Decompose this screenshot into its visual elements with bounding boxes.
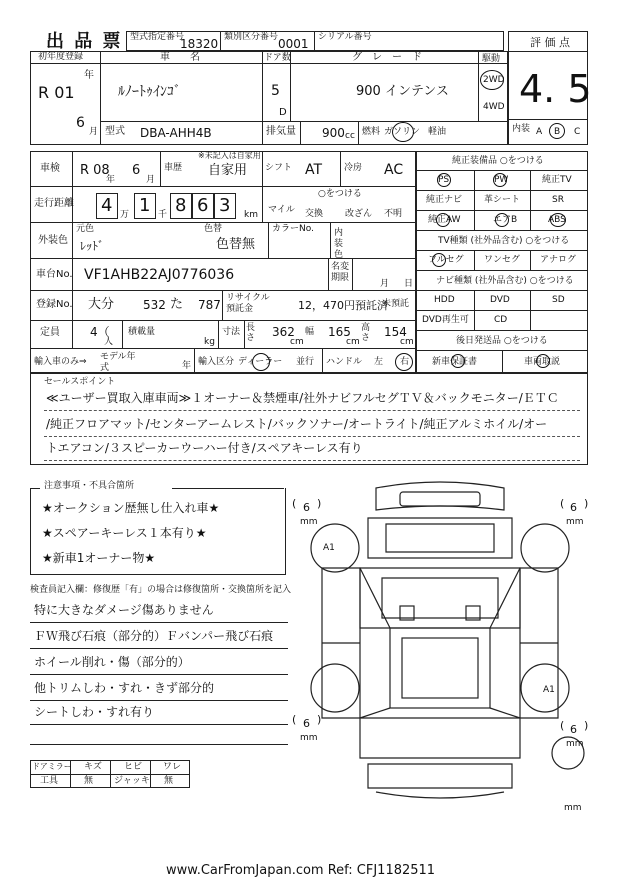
navi-title: ナビ種類 (社外品含む) ○をつける bbox=[436, 276, 574, 286]
tv-title: TV種類 (社外品含む) ○をつける bbox=[438, 236, 570, 246]
ac: AC bbox=[384, 162, 404, 178]
legend-v2: 無 bbox=[84, 776, 94, 786]
mileage-digit-4: 6 bbox=[197, 195, 209, 216]
mileage-swap: 交換 bbox=[305, 209, 324, 219]
mileage-label: 走行距離 bbox=[34, 198, 74, 209]
drive-4wd: 4WD bbox=[483, 102, 505, 112]
class-no: 0001 bbox=[278, 37, 309, 51]
height-unit: cm bbox=[400, 337, 414, 347]
capacity: 4（ bbox=[90, 325, 110, 339]
displacement-label: 排気量 bbox=[266, 126, 296, 137]
equip-navi: 純正ナビ bbox=[426, 195, 463, 205]
recycle-label: リサイクル預託金 bbox=[226, 293, 270, 314]
cc-unit: cc bbox=[345, 131, 355, 141]
equip-ps-circle bbox=[437, 173, 451, 187]
doc-warranty-circle bbox=[451, 354, 465, 368]
interior-c: C bbox=[574, 127, 581, 137]
first-reg-era: R 01 bbox=[38, 83, 75, 102]
inspector-label: 検査員記入欄：修復歴「有」の場合は修復箇所・交換箇所を記入 bbox=[30, 585, 292, 595]
tire-rr-depth: 6 bbox=[570, 723, 577, 736]
doc-manual: 車両取説 bbox=[524, 357, 561, 367]
mileage-digit-2: 1 bbox=[139, 195, 151, 216]
equip-pw: PW bbox=[494, 175, 509, 185]
navi-hdd: HDD bbox=[434, 295, 455, 305]
equip-tv: 純正TV bbox=[542, 175, 572, 185]
drive-2wd: 2WD bbox=[483, 75, 505, 85]
equip-airbag: エアB bbox=[493, 215, 518, 225]
shaken-value: R 08 bbox=[80, 163, 110, 178]
legend-h3: ヒビ bbox=[124, 762, 143, 772]
mileage-digit-5: 3 bbox=[219, 195, 231, 216]
width-unit: cm bbox=[346, 337, 360, 347]
damage-mark-2: A1 bbox=[543, 685, 555, 695]
usage-note: ※未記入は自家用 bbox=[198, 151, 261, 160]
type-no: 18320 bbox=[180, 37, 219, 51]
height-label: 高さ bbox=[361, 323, 371, 343]
ac-label: 冷房 bbox=[344, 163, 363, 173]
tire-rr-bracket: ( bbox=[560, 719, 565, 732]
form-title: 出 品 票 bbox=[46, 31, 123, 52]
shift-label: シフト bbox=[265, 163, 293, 173]
tire-rl-bracket: ( bbox=[292, 713, 297, 726]
year-unit: 年 bbox=[84, 70, 94, 81]
reg-number: 787 bbox=[198, 298, 221, 312]
shaken-year-unit: 年 bbox=[106, 175, 116, 185]
mileage-mark-note: ○をつける bbox=[318, 189, 362, 199]
inspector-line-4: 他トリムしわ・すれ・きず部分的 bbox=[34, 681, 215, 695]
mileage-sen-unit: 千 bbox=[158, 210, 168, 220]
notes-label: 注意事項・不具合箇所 bbox=[44, 481, 135, 491]
tire-fr-bracket: ( bbox=[560, 497, 565, 510]
doors: 5 bbox=[271, 83, 280, 99]
tire-fr-depth: 6 bbox=[570, 501, 577, 514]
inspector-line-1: 特に大きなダメージ傷ありません bbox=[34, 603, 214, 617]
length-unit: cm bbox=[290, 337, 304, 347]
first-reg-label: 初年度登録 bbox=[38, 52, 84, 62]
capacity-label: 定員 bbox=[40, 327, 60, 338]
equip-abs-circle bbox=[550, 213, 566, 227]
import-dealer: ディーラー bbox=[238, 357, 283, 367]
legend-v1: 工具 bbox=[40, 776, 59, 786]
registration-label: 登録No. bbox=[36, 299, 73, 310]
tire-fl-depth: 6 bbox=[303, 501, 310, 514]
recycle-unpaid: 未預託 bbox=[382, 299, 410, 309]
model-year-unit: 年 bbox=[182, 361, 192, 371]
width: 165 bbox=[328, 325, 351, 339]
type-no-label: 型式指定番号 bbox=[130, 32, 185, 42]
tv-analog: アナログ bbox=[540, 255, 577, 265]
length: 362 bbox=[272, 325, 295, 339]
load-unit: kg bbox=[204, 337, 215, 347]
handle-right-circle bbox=[395, 353, 413, 371]
capacity-unit: 人 bbox=[104, 337, 114, 347]
mileage-unknown: 不明 bbox=[384, 209, 403, 219]
first-reg-month: 6 bbox=[76, 115, 85, 131]
import-label: 輸入車のみ⇒ bbox=[34, 357, 87, 367]
car-name: ﾙﾉｰﾄｩｲﾝｺﾞ bbox=[118, 84, 181, 100]
length-label: 長さ bbox=[246, 323, 256, 343]
doc-manual-circle bbox=[536, 354, 550, 368]
tv-fullseg: フルセグ bbox=[428, 255, 464, 265]
tire-rl-depth: 6 bbox=[303, 717, 310, 730]
chassis-number: VF1AHB22AJ0776036 bbox=[84, 267, 235, 283]
serial-label: シリアル番号 bbox=[318, 32, 372, 42]
tire-fr-mm: mm bbox=[566, 517, 584, 527]
car-damage-diagram bbox=[290, 478, 590, 808]
inspector-line-2: ＦＷ飛び石痕（部分的）Ｆバンパー飛び石痕 bbox=[34, 629, 274, 643]
equip-aw: 純正AW bbox=[428, 215, 461, 225]
load-label: 積載量 bbox=[128, 327, 156, 337]
equipment-title: 純正装備品 ○をつける bbox=[452, 156, 544, 166]
recycle-value: 12，470円預託済 bbox=[298, 299, 388, 312]
legend-h1: ドアミラー bbox=[32, 762, 72, 771]
sales-line-3: トエアコン/３スピーカーウーハー付き/スペアキーレス有り bbox=[46, 441, 363, 455]
equip-aw-circle bbox=[436, 213, 450, 227]
fuel: ガソリン bbox=[384, 127, 421, 137]
tire-fl-bracket-close: ) bbox=[317, 497, 322, 510]
displacement: 900 bbox=[322, 126, 345, 140]
handle-right: 右 bbox=[400, 357, 410, 367]
color-code-label: カラーNo. bbox=[272, 224, 314, 234]
shaken-month-unit: 月 bbox=[146, 175, 156, 185]
color-change-label: 色替 bbox=[204, 224, 223, 234]
note-line-3: ★新車1オーナー物★ bbox=[42, 551, 156, 565]
navi-dvd-play: DVD再生可 bbox=[422, 315, 469, 325]
sales-label: セールスポイント bbox=[44, 377, 116, 387]
equip-pw-circle bbox=[493, 173, 507, 187]
docs-title: 後日発送品 ○をつける bbox=[456, 336, 548, 346]
name-change-month: 月 bbox=[380, 279, 390, 289]
note-line-1: ★オークション歴無し仕入れ車★ bbox=[42, 501, 220, 515]
dealer-circle bbox=[252, 353, 270, 371]
drive-label: 駆動 bbox=[482, 54, 501, 64]
legend-h4: ワレ bbox=[163, 762, 182, 772]
width-label: 幅 bbox=[305, 327, 315, 337]
car-name-label: 車 名 bbox=[160, 52, 200, 63]
interior-b: B bbox=[554, 127, 561, 137]
fuel-circle bbox=[392, 122, 414, 142]
month-unit: 月 bbox=[89, 127, 99, 137]
fuel-label: 燃料 bbox=[362, 127, 381, 137]
interior-color-label: 内装色 bbox=[334, 228, 344, 260]
handle-label: ハンドル bbox=[326, 357, 363, 367]
mileage-km-unit: km bbox=[244, 210, 258, 220]
tire-fr-bracket-close: ) bbox=[584, 497, 589, 510]
color-label: 外装色 bbox=[38, 235, 68, 246]
interior-label: 内装 bbox=[512, 124, 531, 134]
name-change-day: 日 bbox=[404, 279, 414, 289]
damage-mark-1: A1 bbox=[323, 543, 335, 553]
import-type-label: 輸入区分 bbox=[198, 357, 235, 367]
door-type: D bbox=[279, 107, 287, 118]
reg-area: 大分 bbox=[88, 297, 115, 312]
model: DBA-AHH4B bbox=[140, 126, 212, 140]
legend-h2: キズ bbox=[84, 762, 102, 772]
drive-2wd-circle bbox=[480, 70, 504, 90]
mileage-tampered: 改ざん bbox=[345, 209, 373, 219]
shift: AT bbox=[305, 162, 323, 178]
note-line-2: ★スペアーキーレス１本有り★ bbox=[42, 526, 207, 540]
interior-a: A bbox=[536, 127, 543, 137]
tire-rr-bracket-close: ) bbox=[584, 719, 589, 732]
tire-fl-mm: mm bbox=[300, 517, 318, 527]
tire-rl-bracket-close: ) bbox=[317, 713, 322, 726]
equip-ps: PS bbox=[438, 175, 450, 185]
sales-line-2: /純正フロアマット/センターアームレスト/バックソナー/オートライト/純正アルミホイル/オー bbox=[46, 417, 548, 431]
diesel-label: 軽油 bbox=[428, 127, 447, 137]
legend-v3: ジャッキ bbox=[114, 776, 150, 786]
interior-b-circle bbox=[549, 123, 565, 139]
tire-rl-mm: mm bbox=[300, 733, 318, 743]
mileage-man-unit: 万 bbox=[120, 210, 130, 220]
name-change-label: 名変期限 bbox=[331, 262, 350, 283]
import-parallel: 並行 bbox=[296, 357, 315, 367]
class-no-label: 類別区分番号 bbox=[224, 32, 279, 42]
usage: 自家用 bbox=[208, 163, 248, 178]
usage-label: 車歴 bbox=[164, 163, 183, 173]
spare-mm: mm bbox=[564, 803, 582, 813]
navi-sd: SD bbox=[552, 295, 565, 305]
score-value: 4. 5 bbox=[519, 67, 592, 111]
height: 154 bbox=[384, 325, 407, 339]
original-color-label: 元色 bbox=[76, 224, 95, 234]
watermark: www.CarFromJapan.com Ref: CFJ1182511 bbox=[166, 863, 436, 878]
tv-fullseg-circle bbox=[432, 253, 446, 267]
equip-airbag-circle bbox=[495, 213, 509, 227]
equip-sr: SR bbox=[552, 195, 564, 205]
grade: 900 インテンス bbox=[356, 84, 449, 99]
legend-v4: 無 bbox=[164, 776, 174, 786]
model-year-label: モデル年式 bbox=[100, 352, 136, 373]
tire-fl-bracket: ( bbox=[292, 497, 297, 510]
inspector-line-3: ホイール削れ・傷（部分的） bbox=[34, 655, 190, 669]
model-label: 型式 bbox=[105, 126, 125, 137]
mileage-digit-3: 8 bbox=[175, 195, 187, 216]
reg-class: 532 bbox=[143, 298, 166, 312]
score-label: 評 価 点 bbox=[530, 36, 570, 49]
mileage-digit-1: 4 bbox=[101, 195, 113, 216]
color-change: 色替無 bbox=[216, 237, 256, 252]
navi-dvd: DVD bbox=[490, 295, 510, 305]
chassis-label: 車台No. bbox=[36, 269, 73, 280]
reg-kana: た bbox=[170, 297, 184, 312]
equip-abs: ABS bbox=[548, 215, 566, 225]
mileage-mile: マイル bbox=[268, 205, 295, 215]
navi-cd: CD bbox=[494, 315, 508, 325]
tire-rr-mm: mm bbox=[566, 739, 584, 749]
inspector-line-5: シートしわ・すれ有り bbox=[34, 705, 155, 719]
doc-warranty: 新車保証書 bbox=[432, 357, 478, 367]
sales-line-1: ≪ユーザー買取入庫車両≫１オーナー＆禁煙車/社外ナビフルセグＴＶ＆バックモニター/ＥＴＣ bbox=[46, 391, 559, 405]
shaken-month: 6 bbox=[132, 163, 141, 178]
shaken-label: 車検 bbox=[40, 163, 60, 174]
grade-label: グ レ ー ド bbox=[352, 52, 422, 63]
dims-label: 寸法 bbox=[222, 327, 241, 337]
handle-left: 左 bbox=[374, 357, 384, 367]
tv-oneseg: ワンセグ bbox=[484, 255, 521, 265]
equip-leather: 革シート bbox=[484, 195, 521, 205]
doors-label: ドア数 bbox=[264, 53, 291, 63]
original-color: ﾚｯﾄﾞ bbox=[80, 239, 105, 253]
